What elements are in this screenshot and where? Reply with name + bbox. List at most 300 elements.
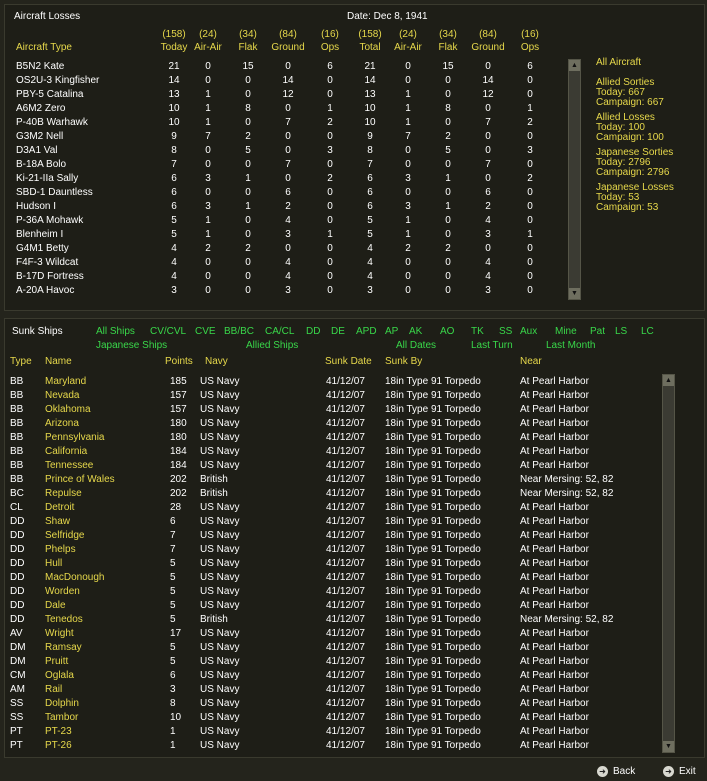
report-date: Date: Dec 8, 1941 — [347, 11, 428, 22]
ship-row-type: CM — [10, 670, 26, 681]
ship-row-name[interactable]: Worden — [45, 586, 80, 597]
aircraft-row-value: 0 — [205, 271, 211, 282]
ship-row-name[interactable]: Selfridge — [45, 530, 85, 541]
aircraft-row-value: 9 — [171, 131, 177, 142]
aircraft-row-value: 4 — [285, 271, 291, 282]
ship-row-name[interactable]: Tambor — [45, 712, 79, 723]
col-label-3[interactable]: Ground — [271, 42, 305, 53]
filter-4[interactable]: CA/CL — [265, 326, 295, 337]
sunk-ships-title: Sunk Ships — [12, 326, 63, 337]
aircraft-row-value: 3 — [171, 285, 177, 296]
aircraft-row-value: 0 — [527, 243, 533, 254]
ship-row-sunk-by: 18in Type 91 Torpedo — [385, 516, 481, 527]
filter-16[interactable]: LS — [615, 326, 628, 337]
ship-row-sunk-by: 18in Type 91 Torpedo — [385, 684, 481, 695]
col-count-2: (34) — [239, 29, 257, 40]
aircraft-row-value: 0 — [285, 61, 291, 72]
aircraft-row-name[interactable]: B-18A Bolo — [16, 159, 67, 170]
aircraft-row-name[interactable]: Hudson I — [16, 201, 57, 212]
aircraft-row-value: 1 — [405, 117, 411, 128]
col-count-7: (34) — [439, 29, 457, 40]
aircraft-row-value: 5 — [171, 215, 177, 226]
aircraft-row-value: 2 — [245, 243, 251, 254]
col-label-6[interactable]: Air-Air — [394, 42, 422, 53]
aircraft-row-value: 3 — [327, 145, 333, 156]
col-label-2[interactable]: Flak — [238, 42, 258, 53]
ship-row-date: 41/12/07 — [326, 628, 365, 639]
filter-2[interactable]: CVE — [195, 326, 216, 337]
filter-13[interactable]: Aux — [520, 326, 538, 337]
aircraft-row-value: 7 — [171, 159, 177, 170]
ship-row-near: At Pearl Harbor — [520, 376, 589, 387]
ship-row-type: BC — [10, 488, 24, 499]
ship-row-near: At Pearl Harbor — [520, 698, 589, 709]
aircraft-row-value: 5 — [171, 229, 177, 240]
filter2-2[interactable]: All Dates — [396, 340, 437, 351]
aircraft-row-value: 10 — [364, 103, 376, 114]
ship-row-name[interactable]: Arizona — [45, 418, 79, 429]
allied-losses-campaign: Campaign: 100 — [596, 132, 664, 143]
col-navy-header[interactable]: Navy — [205, 356, 228, 367]
ship-row-name[interactable]: Detroit — [45, 502, 75, 513]
aircraft-row-value: 0 — [205, 75, 211, 86]
ship-row-date: 41/12/07 — [326, 656, 365, 667]
aircraft-row-value: 0 — [485, 131, 491, 142]
ship-row-navy: US Navy — [200, 642, 240, 653]
filter-6[interactable]: DE — [331, 326, 345, 337]
col-label-4[interactable]: Ops — [320, 42, 340, 53]
col-near-header[interactable]: Near — [520, 356, 542, 367]
aircraft-row-name[interactable]: G4M1 Betty — [16, 243, 69, 254]
aircraft-row-name[interactable]: PBY-5 Catalina — [16, 89, 84, 100]
ships-scrollbar[interactable] — [662, 374, 675, 753]
aircraft-row-value: 0 — [405, 61, 411, 72]
col-count-0: (158) — [162, 29, 186, 40]
aircraft-row-value: 0 — [205, 159, 211, 170]
scroll-up-icon[interactable]: ▲ — [663, 375, 674, 386]
ship-row-near: At Pearl Harbor — [520, 726, 589, 737]
ship-row-near: At Pearl Harbor — [520, 628, 589, 639]
aircraft-row-value: 2 — [285, 201, 291, 212]
aircraft-row-value: 0 — [285, 173, 291, 184]
aircraft-row-value: 0 — [405, 257, 411, 268]
aircraft-row-value: 0 — [245, 159, 251, 170]
aircraft-row-value: 3 — [367, 285, 373, 296]
col-count-8: (84) — [479, 29, 497, 40]
ship-row-navy: US Navy — [200, 432, 240, 443]
ship-row-points: 28 — [170, 502, 182, 513]
ship-row-sunk-by: 18in Type 91 Torpedo — [385, 614, 481, 625]
ship-row-date: 41/12/07 — [326, 544, 365, 555]
aircraft-row-value: 0 — [445, 271, 451, 282]
aircraft-row-value: 4 — [367, 243, 373, 254]
aircraft-row-value: 0 — [445, 117, 451, 128]
aircraft-row-value: 0 — [285, 103, 291, 114]
ship-row-navy: US Navy — [200, 628, 240, 639]
aircraft-row-value: 5 — [445, 145, 451, 156]
ship-row-points: 6 — [170, 670, 176, 681]
ship-row-date: 41/12/07 — [326, 670, 365, 681]
filter-11[interactable]: TK — [471, 326, 484, 337]
ship-row-sunk-by: 18in Type 91 Torpedo — [385, 474, 481, 485]
scroll-down-icon[interactable]: ▼ — [569, 288, 580, 299]
col-count-9: (16) — [521, 29, 539, 40]
aircraft-row-value: 0 — [445, 159, 451, 170]
ship-row-date: 41/12/07 — [326, 446, 365, 457]
aircraft-row-value: 0 — [485, 173, 491, 184]
aircraft-row-value: 8 — [445, 103, 451, 114]
allied-sorties-today: Today: 667 — [596, 87, 645, 98]
aircraft-row-value: 0 — [245, 229, 251, 240]
col-label-7[interactable]: Flak — [438, 42, 458, 53]
aircraft-row-value: 14 — [168, 75, 180, 86]
ship-row-sunk-by: 18in Type 91 Torpedo — [385, 656, 481, 667]
ship-row-points: 5 — [170, 558, 176, 569]
ship-row-near: At Pearl Harbor — [520, 586, 589, 597]
ship-row-type: DD — [10, 572, 25, 583]
ship-row-near: Near Mersing: 52, 82 — [520, 614, 614, 625]
aircraft-row-name[interactable]: B-17D Fortress — [16, 271, 84, 282]
ship-row-near: At Pearl Harbor — [520, 404, 589, 415]
filter2-4[interactable]: Last Month — [546, 340, 596, 351]
aircraft-row-value: 4 — [485, 271, 491, 282]
ship-row-navy: US Navy — [200, 600, 240, 611]
aircraft-row-value: 1 — [205, 229, 211, 240]
filter-3[interactable]: BB/BC — [224, 326, 255, 337]
aircraft-type-header: Aircraft Type — [16, 42, 72, 53]
aircraft-row-value: 0 — [527, 201, 533, 212]
filter-15[interactable]: Pat — [590, 326, 606, 337]
filter-7[interactable]: APD — [356, 326, 377, 337]
ship-row-navy: US Navy — [200, 390, 240, 401]
aircraft-row-name[interactable]: G3M2 Nell — [16, 131, 64, 142]
aircraft-row-value: 0 — [245, 89, 251, 100]
aircraft-row-value: 6 — [327, 61, 333, 72]
ship-row-date: 41/12/07 — [326, 586, 365, 597]
aircraft-row-value: 0 — [327, 75, 333, 86]
col-label-5[interactable]: Total — [359, 42, 381, 53]
col-name-header[interactable]: Name — [45, 356, 72, 367]
ship-row-near: At Pearl Harbor — [520, 670, 589, 681]
filter-17[interactable]: LC — [641, 326, 654, 337]
ship-row-near: At Pearl Harbor — [520, 572, 589, 583]
ship-row-navy: British — [200, 614, 228, 625]
aircraft-row-value: 0 — [327, 271, 333, 282]
japanese-sorties-campaign: Campaign: 2796 — [596, 167, 670, 178]
ship-row-sunk-by: 18in Type 91 Torpedo — [385, 586, 481, 597]
ship-row-navy: US Navy — [200, 656, 240, 667]
aircraft-row-name[interactable]: A6M2 Zero — [16, 103, 66, 114]
filter2-0[interactable]: Japanese Ships — [96, 340, 168, 351]
ship-row-navy: US Navy — [200, 404, 240, 415]
col-count-1: (24) — [199, 29, 217, 40]
ship-row-date: 41/12/07 — [326, 432, 365, 443]
ship-row-name[interactable]: MacDonough — [45, 572, 105, 583]
ship-row-name[interactable]: Wright — [45, 628, 74, 639]
ship-row-name[interactable]: Oglala — [45, 670, 74, 681]
filter-8[interactable]: AP — [385, 326, 399, 337]
back-arrow-icon: ➜ — [597, 766, 608, 777]
filter-10[interactable]: AO — [440, 326, 455, 337]
back-button[interactable] — [597, 766, 635, 777]
ship-row-sunk-by: 18in Type 91 Torpedo — [385, 628, 481, 639]
ship-row-near: At Pearl Harbor — [520, 558, 589, 569]
ship-row-type: BB — [10, 432, 24, 443]
ship-row-name[interactable]: Maryland — [45, 376, 87, 387]
aircraft-row-value: 0 — [205, 285, 211, 296]
ship-row-name[interactable]: Hull — [45, 558, 63, 569]
aircraft-row-value: 0 — [285, 145, 291, 156]
aircraft-row-value: 0 — [485, 61, 491, 72]
ship-row-type: BB — [10, 446, 24, 457]
ship-row-type: PT — [10, 726, 23, 737]
ship-row-type: SS — [10, 712, 24, 723]
ship-row-type: AM — [10, 684, 25, 695]
ship-row-sunk-by: 18in Type 91 Torpedo — [385, 726, 481, 737]
aircraft-row-value: 0 — [527, 89, 533, 100]
aircraft-row-value: 4 — [485, 215, 491, 226]
col-sunk-by-header[interactable]: Sunk By — [385, 356, 423, 367]
ship-row-near: At Pearl Harbor — [520, 544, 589, 555]
aircraft-row-value: 0 — [327, 215, 333, 226]
col-count-5: (158) — [358, 29, 382, 40]
aircraft-row-value: 0 — [445, 75, 451, 86]
aircraft-row-value: 0 — [245, 257, 251, 268]
aircraft-row-value: 0 — [405, 159, 411, 170]
ship-row-near: At Pearl Harbor — [520, 656, 589, 667]
aircraft-row-name[interactable]: P-40B Warhawk — [16, 117, 88, 128]
ship-row-date: 41/12/07 — [326, 376, 365, 387]
aircraft-row-value: 7 — [367, 159, 373, 170]
filter-1[interactable]: CV/CVL — [150, 326, 187, 337]
ship-row-navy: US Navy — [200, 446, 240, 457]
col-points-header[interactable]: Points — [165, 356, 193, 367]
ship-row-points: 157 — [170, 404, 187, 415]
aircraft-row-name[interactable]: OS2U-3 Kingfisher — [16, 75, 100, 86]
aircraft-row-name[interactable]: A-20A Havoc — [16, 285, 75, 296]
ship-row-date: 41/12/07 — [326, 572, 365, 583]
ship-row-points: 184 — [170, 446, 187, 457]
aircraft-filter-all[interactable]: All Aircraft — [596, 57, 642, 68]
ship-row-navy: US Navy — [200, 572, 240, 583]
aircraft-row-value: 0 — [445, 187, 451, 198]
col-label-0[interactable]: Today — [160, 42, 188, 53]
exit-arrow-icon: ➜ — [663, 766, 674, 777]
ship-row-type: DD — [10, 544, 25, 555]
aircraft-row-value: 6 — [367, 173, 373, 184]
ship-row-name[interactable]: PT-26 — [45, 740, 72, 751]
filter-12[interactable]: SS — [499, 326, 513, 337]
ship-row-name[interactable]: Shaw — [45, 516, 71, 527]
aircraft-row-value: 0 — [205, 257, 211, 268]
ship-row-points: 6 — [170, 516, 176, 527]
aircraft-row-value: 0 — [527, 271, 533, 282]
ship-row-name[interactable]: Oklahoma — [45, 404, 91, 415]
back-label: Back — [613, 766, 636, 778]
ship-row-points: 5 — [170, 642, 176, 653]
aircraft-row-value: 4 — [485, 257, 491, 268]
ship-row-navy: US Navy — [200, 502, 240, 513]
ship-row-name[interactable]: Dolphin — [45, 698, 79, 709]
aircraft-row-value: 2 — [527, 173, 533, 184]
ship-row-date: 41/12/07 — [326, 404, 365, 415]
aircraft-row-name[interactable]: Ki-21-IIa Sally — [16, 173, 79, 184]
ship-row-type: DD — [10, 558, 25, 569]
ship-row-points: 7 — [170, 530, 176, 541]
aircraft-row-value: 0 — [327, 159, 333, 170]
aircraft-row-value: 4 — [285, 215, 291, 226]
filter-5[interactable]: DD — [306, 326, 321, 337]
aircraft-row-value: 0 — [327, 201, 333, 212]
ship-row-name[interactable]: Repulse — [45, 488, 82, 499]
ship-row-date: 41/12/07 — [326, 726, 365, 737]
ship-row-sunk-by: 18in Type 91 Torpedo — [385, 488, 481, 499]
aircraft-row-value: 1 — [205, 89, 211, 100]
ship-row-name[interactable]: Phelps — [45, 544, 76, 555]
aircraft-row-value: 6 — [367, 201, 373, 212]
aircraft-row-value: 2 — [205, 243, 211, 254]
col-label-8[interactable]: Ground — [471, 42, 505, 53]
aircraft-row-name[interactable]: SBD-1 Dauntless — [16, 187, 93, 198]
scroll-up-icon[interactable]: ▲ — [569, 60, 580, 71]
ship-row-sunk-by: 18in Type 91 Torpedo — [385, 544, 481, 555]
ship-row-near: At Pearl Harbor — [520, 502, 589, 513]
ship-row-name[interactable]: Rail — [45, 684, 63, 695]
aircraft-losses-title: Aircraft Losses — [14, 11, 81, 22]
ship-row-near: At Pearl Harbor — [520, 740, 589, 751]
aircraft-row-value: 1 — [245, 201, 251, 212]
aircraft-row-value: 0 — [527, 159, 533, 170]
ship-row-points: 1 — [170, 740, 176, 751]
aircraft-row-value: 0 — [245, 117, 251, 128]
filter-9[interactable]: AK — [409, 326, 423, 337]
aircraft-row-value: 1 — [405, 215, 411, 226]
ship-row-type: BB — [10, 418, 24, 429]
ship-row-points: 180 — [170, 418, 187, 429]
ship-row-sunk-by: 18in Type 91 Torpedo — [385, 418, 481, 429]
ship-row-name[interactable]: Pruitt — [45, 656, 69, 667]
ship-row-name[interactable]: PT-23 — [45, 726, 72, 737]
ship-row-type: DD — [10, 614, 25, 625]
ship-row-name[interactable]: California — [45, 446, 88, 457]
ship-row-navy: US Navy — [200, 516, 240, 527]
exit-button[interactable] — [663, 766, 696, 777]
aircraft-row-value: 6 — [171, 173, 177, 184]
ship-row-sunk-by: 18in Type 91 Torpedo — [385, 572, 481, 583]
ship-row-type: BB — [10, 390, 24, 401]
japanese-losses-title: Japanese Losses — [596, 182, 674, 193]
aircraft-row-value: 6 — [485, 187, 491, 198]
aircraft-row-value: 10 — [168, 103, 180, 114]
ship-row-navy: US Navy — [200, 586, 240, 597]
aircraft-row-name[interactable]: Blenheim I — [16, 229, 64, 240]
aircraft-row-value: 1 — [405, 89, 411, 100]
ship-row-points: 3 — [170, 684, 176, 695]
ship-row-points: 157 — [170, 390, 187, 401]
col-label-1[interactable]: Air-Air — [194, 42, 222, 53]
aircraft-row-name[interactable]: B5N2 Kate — [16, 61, 65, 72]
ship-row-date: 41/12/07 — [326, 502, 365, 513]
ship-row-navy: US Navy — [200, 418, 240, 429]
ship-row-near: At Pearl Harbor — [520, 600, 589, 611]
filter2-3[interactable]: Last Turn — [471, 340, 513, 351]
aircraft-row-value: 0 — [527, 187, 533, 198]
aircraft-row-value: 0 — [285, 131, 291, 142]
ship-row-name[interactable]: Prince of Wales — [45, 474, 115, 485]
aircraft-row-value: 0 — [445, 229, 451, 240]
aircraft-row-name[interactable]: F4F-3 Wildcat — [16, 257, 79, 268]
aircraft-row-value: 6 — [285, 187, 291, 198]
ship-row-name[interactable]: Nevada — [45, 390, 80, 401]
filter-14[interactable]: Mine — [555, 326, 577, 337]
ship-row-name[interactable]: Ramsay — [45, 642, 82, 653]
ship-row-name[interactable]: Tenedos — [45, 614, 83, 625]
ship-row-points: 5 — [170, 656, 176, 667]
ship-row-type: PT — [10, 740, 23, 751]
scroll-down-icon[interactable]: ▼ — [663, 741, 674, 752]
aircraft-row-value: 2 — [245, 131, 251, 142]
filter2-1[interactable]: Allied Ships — [246, 340, 299, 351]
aircraft-row-value: 0 — [485, 145, 491, 156]
ship-row-sunk-by: 18in Type 91 Torpedo — [385, 446, 481, 457]
ship-row-near: At Pearl Harbor — [520, 516, 589, 527]
ship-row-points: 202 — [170, 488, 187, 499]
aircraft-scrollbar[interactable] — [568, 59, 581, 300]
ship-row-points: 1 — [170, 726, 176, 737]
ship-row-near: At Pearl Harbor — [520, 460, 589, 471]
aircraft-row-name[interactable]: D3A1 Val — [16, 145, 58, 156]
aircraft-row-value: 13 — [364, 89, 376, 100]
aircraft-row-value: 0 — [485, 103, 491, 114]
ship-row-name[interactable]: Pennsylvania — [45, 432, 105, 443]
aircraft-row-value: 7 — [205, 131, 211, 142]
aircraft-row-value: 1 — [327, 103, 333, 114]
aircraft-row-value: 14 — [282, 75, 294, 86]
japanese-sorties-title: Japanese Sorties — [596, 147, 674, 158]
aircraft-row-name[interactable]: P-36A Mohawk — [16, 215, 84, 226]
ship-row-type: BB — [10, 474, 24, 485]
aircraft-row-value: 3 — [405, 173, 411, 184]
ship-row-sunk-by: 18in Type 91 Torpedo — [385, 530, 481, 541]
ship-row-near: At Pearl Harbor — [520, 432, 589, 443]
ship-row-date: 41/12/07 — [326, 530, 365, 541]
aircraft-row-value: 0 — [327, 285, 333, 296]
aircraft-row-value: 4 — [285, 257, 291, 268]
col-label-9[interactable]: Ops — [520, 42, 540, 53]
ship-row-near: At Pearl Harbor — [520, 684, 589, 695]
col-type-header[interactable]: Type — [10, 356, 32, 367]
ship-row-type: DD — [10, 516, 25, 527]
ship-row-name[interactable]: Dale — [45, 600, 66, 611]
col-sunk-date-header[interactable]: Sunk Date — [325, 356, 372, 367]
aircraft-row-value: 3 — [527, 145, 533, 156]
japanese-losses-campaign: Campaign: 53 — [596, 202, 659, 213]
filter-0[interactable]: All Ships — [96, 326, 135, 337]
aircraft-row-value: 2 — [445, 243, 451, 254]
col-count-4: (16) — [321, 29, 339, 40]
aircraft-row-value: 0 — [205, 187, 211, 198]
ship-row-name[interactable]: Tennessee — [45, 460, 94, 471]
aircraft-row-value: 7 — [485, 117, 491, 128]
ship-row-near: At Pearl Harbor — [520, 418, 589, 429]
ship-row-date: 41/12/07 — [326, 390, 365, 401]
aircraft-row-value: 0 — [527, 285, 533, 296]
aircraft-row-value: 15 — [242, 61, 254, 72]
ship-row-points: 185 — [170, 376, 187, 387]
aircraft-row-value: 8 — [245, 103, 251, 114]
ship-row-points: 5 — [170, 586, 176, 597]
ship-row-date: 41/12/07 — [326, 740, 365, 751]
